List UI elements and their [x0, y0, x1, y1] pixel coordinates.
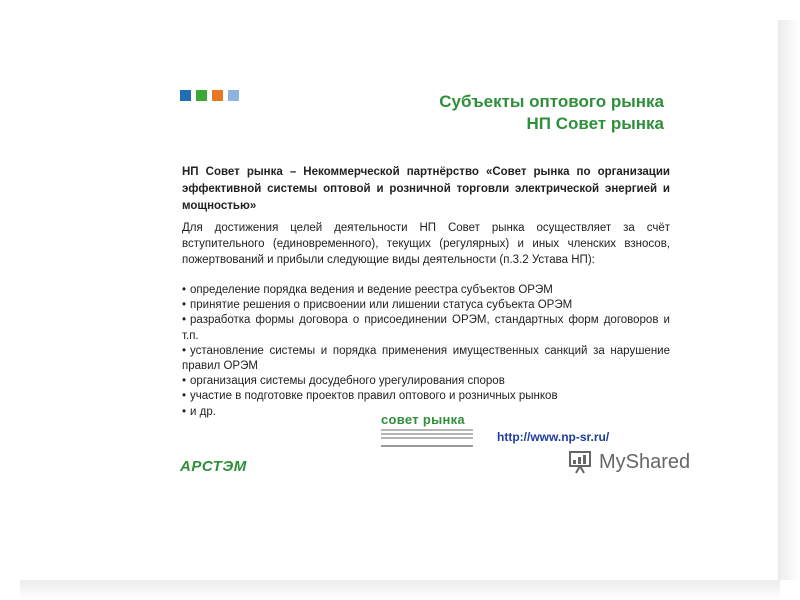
bullet-glyph: • — [182, 299, 187, 312]
square-light-blue — [228, 90, 239, 101]
myshared-watermark[interactable] — [568, 449, 690, 475]
list-item — [182, 374, 670, 389]
body-paragraph: Для достижения целей деятельности НП Совет рынка осуществляет за счёт вступительного (единовременного), текущих (регулярных) и иных членских взносов, пожертвований и прибыли следующие виды деятельности (п.3.2 Устава НП): — [182, 222, 670, 266]
sovet-rynka-logo-underline — [381, 445, 473, 447]
sovet-rynka-logo — [381, 413, 477, 459]
presentation-icon — [568, 449, 594, 475]
list-item — [182, 344, 670, 374]
slide-title — [344, 91, 664, 135]
list-item-text: и др. — [190, 405, 216, 418]
list-item-text: организация системы досудебного урегулирования споров — [190, 375, 505, 388]
slide-shadow-right — [778, 20, 800, 580]
bullet-glyph: • — [182, 284, 187, 296]
list-item — [182, 298, 670, 313]
bullet-glyph: • — [182, 314, 187, 327]
list-item-text: принятие решения о присвоении или лишении статуса субъекта ОРЭМ — [190, 299, 573, 312]
list-item — [182, 389, 670, 404]
list-item — [182, 313, 670, 343]
arstem-logo: АРСТЭМ — [180, 458, 247, 475]
website-link[interactable]: http://www.np-sr.ru/ — [497, 430, 610, 444]
bullet-glyph: • — [182, 375, 187, 388]
sovet-rynka-logo-caption — [381, 429, 473, 439]
list-item-text: установление системы и порядка применения имущественных санкций за нарушение правил ОРЭМ — [182, 344, 670, 373]
myshared-text: MyShared — [599, 451, 691, 473]
sovet-rynka-logo-name: совет рынка — [381, 412, 465, 427]
list-item — [182, 283, 670, 298]
square-orange — [212, 90, 223, 101]
square-green — [196, 90, 207, 101]
slide-title-line2: НП Совет рынка — [526, 114, 664, 133]
bullet-glyph: • — [182, 344, 187, 357]
activity-list — [182, 283, 670, 420]
decorative-squares — [180, 90, 239, 101]
bullet-glyph: • — [182, 405, 187, 418]
slide-title-line1: Субъекты оптового рынка — [439, 92, 664, 111]
list-item-text: определение порядка ведения и ведение реестра субъектов ОРЭМ — [190, 284, 553, 296]
slide-shadow-bottom — [20, 580, 780, 600]
list-item-text: участие в подготовке проектов правил оптового и розничных рынков — [190, 390, 558, 403]
list-item-text: разработка формы договора о присоединении ОРЭМ, стандартных форм договоров и т.п. — [182, 314, 670, 342]
intro-text: НП Совет рынка – Некоммерческой партнёрство «Совет рынка по организации эффективной системы оптовой и розничной торговли электрической энергией и мощностью» — [182, 166, 670, 212]
square-blue — [180, 90, 191, 101]
bullet-glyph: • — [182, 390, 187, 403]
